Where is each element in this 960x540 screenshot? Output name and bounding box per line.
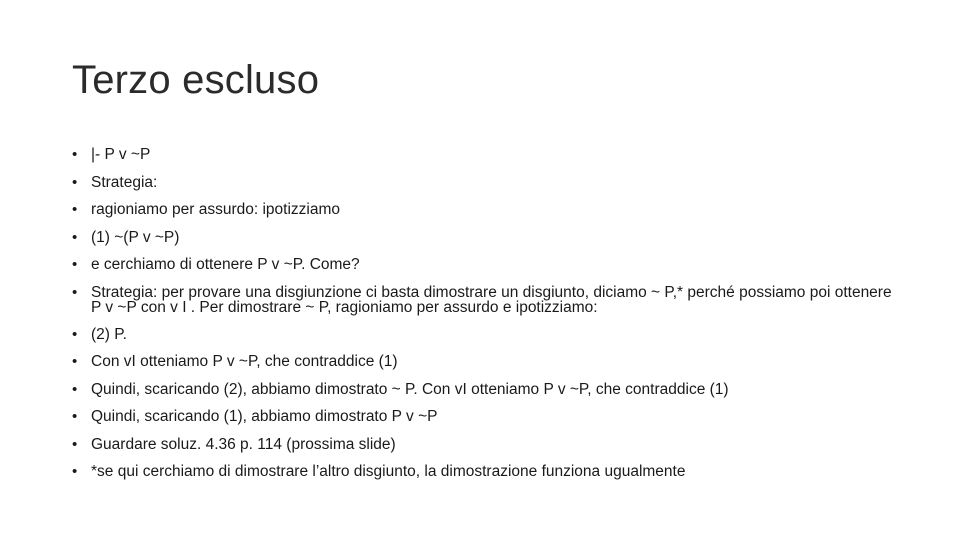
bullet-text: e cerchiamo di ottenere P v ~P. Come? [91,256,360,273]
bullet-dot-icon: • [72,256,78,273]
bullet-text: *se qui cerchiamo di dimostrare l’altro disgiunto, la dimostrazione funziona ugualmente [91,463,686,480]
bullet-item [72,458,902,486]
bullet-text: ragioniamo per assurdo: ipotizziamo [91,201,340,218]
bullet-item [72,251,902,279]
slide-title: Terzo escluso [72,58,320,102]
bullet-dot-icon: • [72,325,78,343]
bullet-item [72,279,902,321]
bullet-item [72,321,902,349]
bullet-text: Con vI otteniamo P v ~P, che contraddice (1) [91,353,398,370]
bullet-dot-icon: • [72,408,78,425]
bullet-item [72,196,902,224]
bullet-text: Strategia: [91,173,158,191]
bullet-item [72,348,902,376]
bullet-dot-icon: • [72,201,78,218]
bullet-text: |- P v ~P [91,146,151,163]
bullet-item [72,141,902,169]
bullet-dot-icon: • [72,353,78,370]
bullet-text: (1) ~(P v ~P) [91,228,180,246]
bullet-item [72,431,902,459]
bullet-item [72,169,902,197]
bullet-dot-icon: • [72,146,78,163]
bullet-text: Guardare soluz. 4.36 p. 114 (prossima slide) [91,435,396,453]
bullet-list [72,141,902,486]
bullet-item [72,224,902,252]
bullet-text: (2) P. [91,325,127,343]
bullet-text: Quindi, scaricando (2), abbiamo dimostrato ~ P. Con vI otteniamo P v ~P, che contraddice (1) [91,380,729,398]
bullet-item [72,376,902,404]
bullet-dot-icon: • [72,380,78,398]
bullet-dot-icon: • [72,228,78,246]
bullet-dot-icon: • [72,283,78,301]
bullet-dot-icon: • [72,435,78,453]
bullet-dot-icon: • [72,463,78,480]
bullet-item [72,403,902,431]
bullet-text: Quindi, scaricando (1), abbiamo dimostrato P v ~P [91,408,438,425]
bullet-text: Strategia: per provare una disgiunzione ci basta dimostrare un disgiunto, diciamo ~ P,* perché possiamo poi ottenere P v ~P con v I . Per dimostrare ~ P, ragioniamo per assurdo e ipotizziamo: [91,283,892,316]
bullet-dot-icon: • [72,173,78,191]
